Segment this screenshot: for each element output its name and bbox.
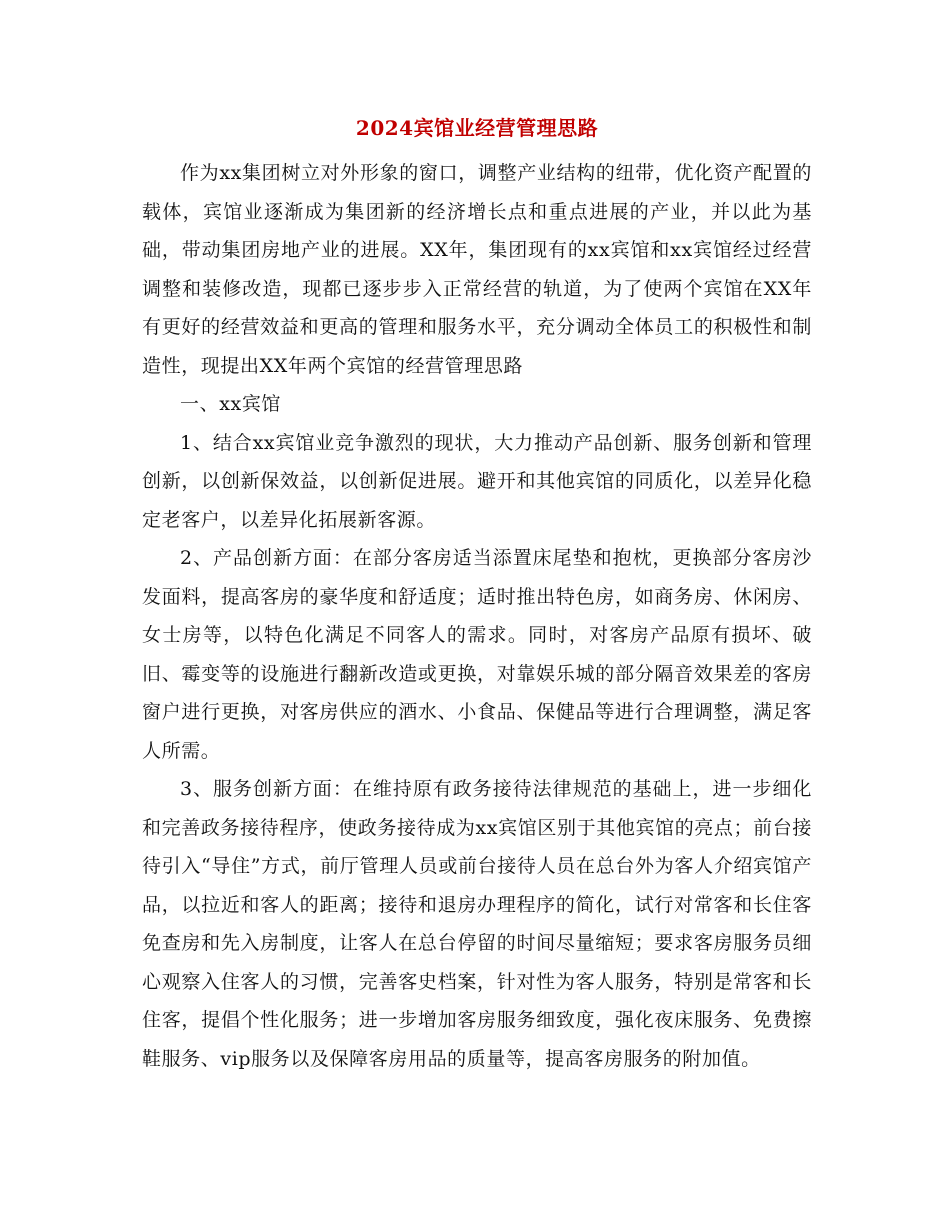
intro-paragraph: 作为xx集团树立对外形象的窗口，调整产业结构的纽带，优化资产配置的载体，宾馆业逐渐成为集团新的经济增长点和重点进展的产业，并以此为基础，带动集团房地产业的进展。XX年，集团现有的xx宾馆和xx宾馆经过经营调整和装修改造，现都已逐步步入正常经营的轨道，为了使两个宾馆在XX年有更好的经营效益和更高的管理和服务水平，充分调动全体员工的积极性和制造性，现提出XX年两个宾馆的经营管理思路 xyxy=(142,162,812,377)
paragraph-item-3: 3、服务创新方面：在维持原有政务接待法律规范的基础上，进一步细化和完善政务接待程序，使政务接待成为xx宾馆区别于其他宾馆的亮点；前台接待引入“导住”方式，前厅管理人员或前台接待人员在总台外为客人介绍宾馆产品，以拉近和客人的距离；接待和退房办理程序的简化，试行对常客和长住客免查房和先入房制度，让客人在总台停留的时间尽量缩短；要求客房服务员细心观察入住客人的习惯，完善客史档案，针对性为客人服务，特别是常客和长住客，提倡个性化服务；进一步增加客房服务细致度，强化夜床服务、免费擦鞋服务、vip服务以及保障客房用品的质量等，提高客房服务的附加值。 xyxy=(142,778,812,1070)
document-title: 2024宾馆业经营管理思路 xyxy=(355,116,599,140)
paragraph-item-1: 1、结合xx宾馆业竞争激烈的现状，大力推动产品创新、服务创新和管理创新，以创新保效益，以创新促进展。避开和其他宾馆的同质化，以差异化稳定老客户，以差异化拓展新客源。 xyxy=(142,431,812,531)
document-body xyxy=(142,108,812,1078)
paragraph-item-2: 2、产品创新方面：在部分客房适当添置床尾垫和抱枕，更换部分客房沙发面料，提高客房的豪华度和舒适度；适时推出特色房，如商务房、休闲房、女士房等，以特色化满足不同客人的需求。同时，对客房产品原有损坏、破旧、霉变等的设施进行翻新改造或更换，对靠娱乐城的部分隔音效果差的客房窗户进行更换，对客房供应的酒水、小食品、保健品等进行合理调整，满足客人所需。 xyxy=(142,547,812,762)
section-heading-hotel: 一、xx宾馆 xyxy=(180,393,282,415)
